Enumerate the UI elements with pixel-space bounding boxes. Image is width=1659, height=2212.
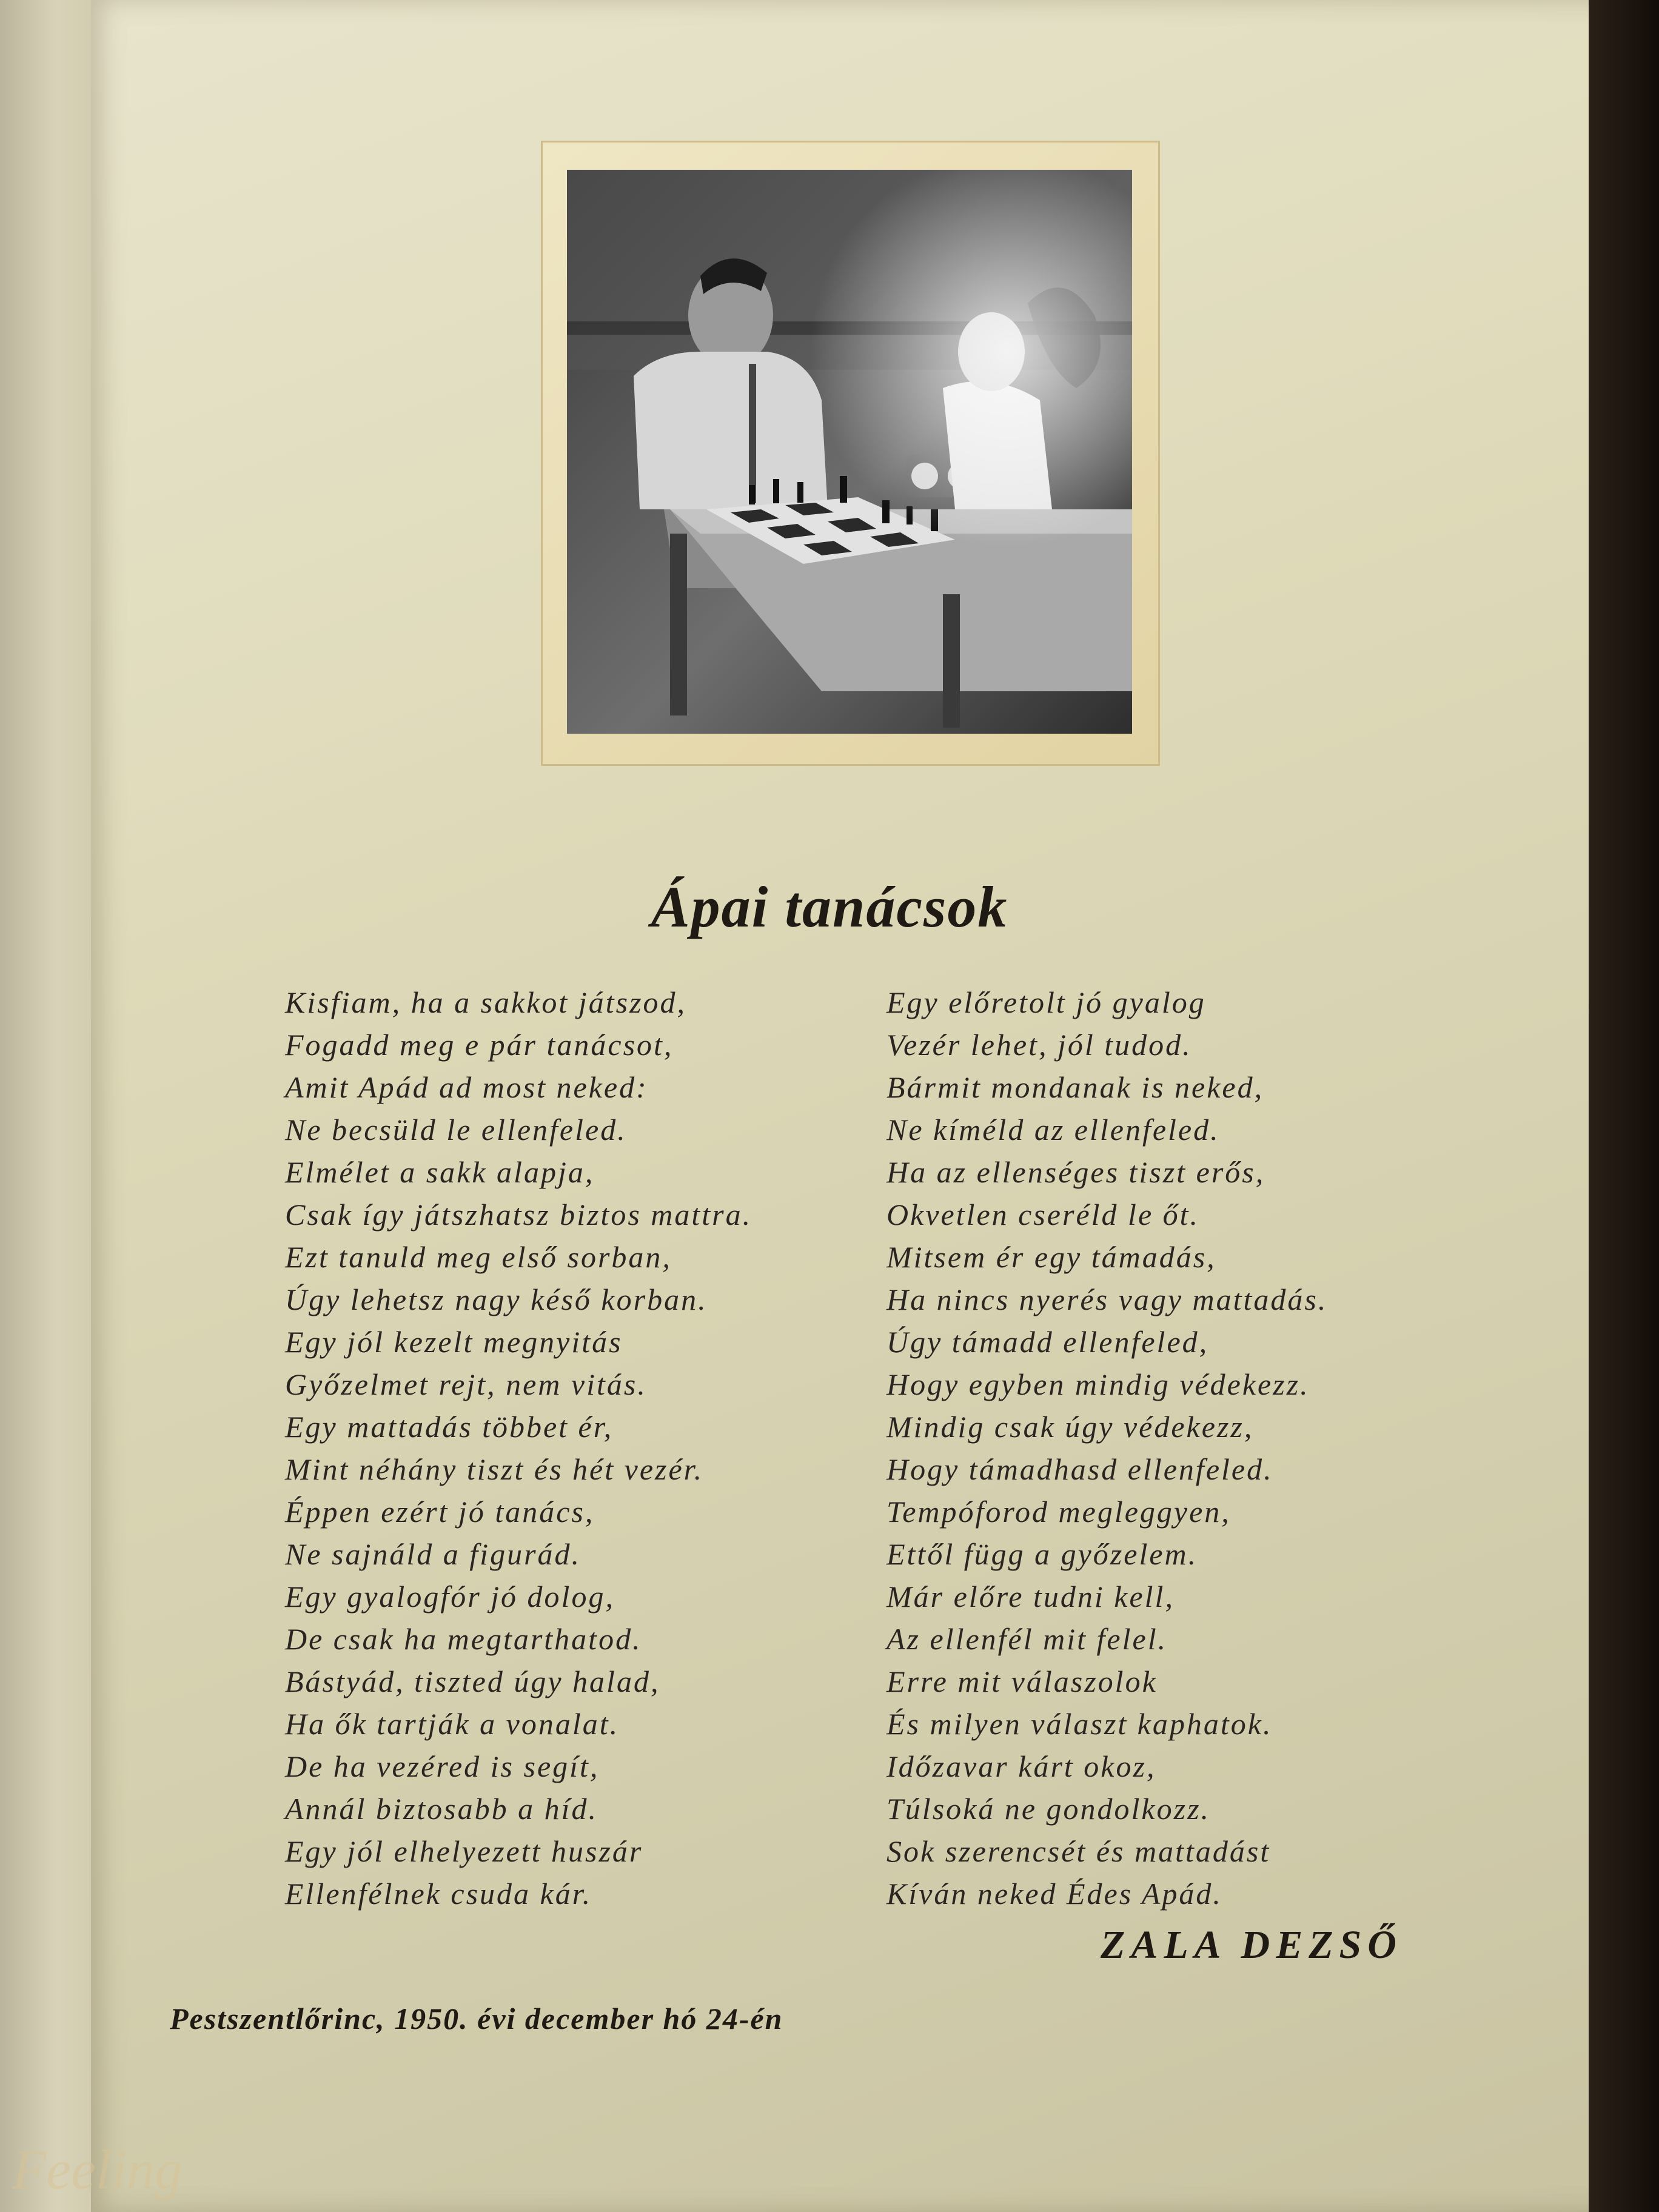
- poem-left-column: [285, 981, 752, 1915]
- poem-line: Erre mit válaszolok: [886, 1664, 1158, 1698]
- poem-line: Hogy támadhasd ellenfeled.: [886, 1452, 1273, 1486]
- poem-line: Már előre tudni kell,: [886, 1580, 1175, 1614]
- poem-line: Ne sajnáld a figurád.: [285, 1537, 581, 1571]
- poem-line: Mitsem ér egy támadás,: [886, 1240, 1216, 1274]
- poem-line: Kíván neked Édes Apád.: [886, 1877, 1222, 1911]
- poem-line: Úgy lehetsz nagy késő korban.: [285, 1282, 708, 1316]
- poem-line: Mint néhány tiszt és hét vezér.: [285, 1452, 704, 1486]
- poem-line: Ettől függ a győzelem.: [886, 1537, 1198, 1571]
- poem-line: Egy jól kezelt megnyitás: [285, 1325, 623, 1359]
- poem-line: Amit Apád ad most neked:: [285, 1070, 648, 1104]
- poem-line: Sok szerencsét és mattadást: [886, 1834, 1271, 1868]
- poem-right-column: [886, 981, 1327, 1915]
- poem-line: Ha nincs nyerés vagy mattadás.: [886, 1282, 1328, 1316]
- poem-line: Az ellenfél mit felel.: [886, 1622, 1168, 1656]
- poem-line: Ellenfélnek csuda kár.: [285, 1877, 592, 1911]
- poem-line: Ezt tanuld meg első sorban,: [285, 1240, 672, 1274]
- photographer-watermark: Feeling: [12, 2139, 183, 2200]
- poem-line: Túlsoká ne gondolkozz.: [886, 1792, 1211, 1826]
- poem-line: Okvetlen cseréld le őt.: [886, 1198, 1200, 1232]
- poem-line: Ne kíméld az ellenfeled.: [886, 1113, 1220, 1147]
- poem-line: Egy jól elhelyezett huszár: [285, 1834, 643, 1868]
- poem-line: Éppen ezért jó tanács,: [285, 1495, 595, 1529]
- photo-mount: [543, 142, 1158, 764]
- poem-line: Ne becsüld le ellenfeled.: [285, 1113, 627, 1147]
- poem-line: Fogadd meg e pár tanácsot,: [285, 1028, 674, 1062]
- poem-line: Tempóforod megleggyen,: [886, 1495, 1231, 1529]
- poem-line: Egy mattadás többet ér,: [285, 1410, 614, 1444]
- author-signature: ZALA DEZSŐ: [1101, 1923, 1403, 1967]
- poem-line: De ha vezéred is segít,: [285, 1749, 600, 1783]
- poem-line: Vezér lehet, jól tudod.: [886, 1028, 1192, 1062]
- background-edge: [1589, 0, 1659, 2212]
- poem-line: Egy előretolt jó gyalog: [886, 985, 1206, 1019]
- poem-line: Annál biztosabb a híd.: [285, 1792, 598, 1826]
- poem-line: Mindig csak úgy védekezz,: [886, 1410, 1254, 1444]
- poem-line: Időzavar kárt okoz,: [886, 1749, 1156, 1783]
- poem-line: Kisfiam, ha a sakkot játszod,: [285, 985, 687, 1019]
- poem-line: Bástyád, tiszted úgy halad,: [285, 1664, 660, 1698]
- poem-line: De csak ha megtarthatod.: [285, 1622, 642, 1656]
- poem-line: Győzelmet rejt, nem vitás.: [285, 1367, 647, 1401]
- poem-line: Csak így játszhatsz biztos mattra.: [285, 1198, 752, 1232]
- poem-title: Ápai tanácsok: [651, 874, 1008, 939]
- poem-line: Egy gyalogfór jó dolog,: [285, 1580, 615, 1614]
- chess-player-photo: [567, 170, 1132, 734]
- poem-line: Úgy támadd ellenfeled,: [886, 1325, 1209, 1359]
- poem-line: Ha ők tartják a vonalat.: [285, 1707, 620, 1741]
- poem-line: Hogy egyben mindig védekezz.: [886, 1367, 1310, 1401]
- poem-line: És milyen választ kaphatok.: [886, 1707, 1273, 1741]
- poem-line: Elmélet a sakk alapja,: [285, 1155, 595, 1189]
- poem-line: Bármit mondanak is neked,: [886, 1070, 1264, 1104]
- poem-line: Ha az ellenséges tiszt erős,: [886, 1155, 1265, 1189]
- dateline: Pestszentlőrinc, 1950. évi december hó 24-én: [170, 2002, 783, 2036]
